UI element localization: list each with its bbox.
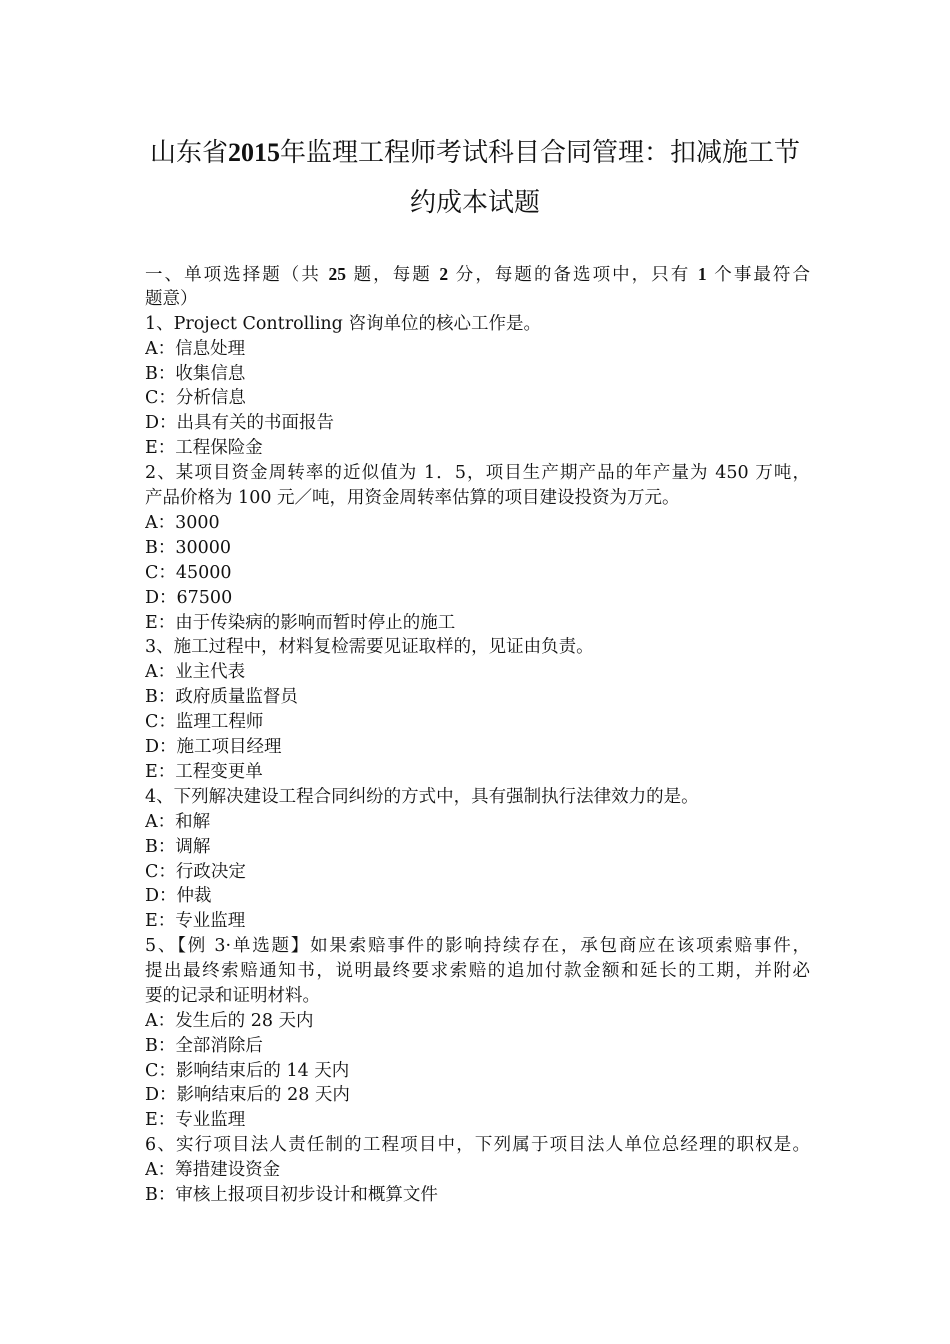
option-line: E：由于传染病的影响而暂时停止的施工 <box>145 613 456 633</box>
option-line: C：行政决定 <box>145 862 246 882</box>
option-line: B：政府质量监督员 <box>145 687 298 707</box>
title-year: 2015 <box>228 138 280 167</box>
option-line: D：施工项目经理 <box>145 737 282 757</box>
answer-count: 1 <box>697 264 707 284</box>
option-line: E：专业监理 <box>145 911 246 931</box>
option-line: A：筹措建设资金 <box>145 1160 281 1180</box>
question-1: 1、Project Controlling 咨询单位的核心工作是。 <box>145 314 541 334</box>
question-5-continued: 要的记录和证明材料。 <box>145 986 320 1006</box>
question-5: 5、【例 3·单选题】如果索赔事件的影响持续存在，承包商应在该项索赔事件， <box>145 936 810 956</box>
title-line-1 <box>0 138 950 168</box>
option-line: A：发生后的 28 天内 <box>145 1011 314 1031</box>
option-line: D：67500 <box>145 588 233 608</box>
option-line: B：审核上报项目初步设计和概算文件 <box>145 1185 438 1205</box>
option-line: E：工程变更单 <box>145 762 263 782</box>
section-heading <box>145 262 810 287</box>
option-line: D：影响结束后的 28 天内 <box>145 1085 350 1105</box>
option-line: A：信息处理 <box>145 339 246 359</box>
section-heading-part: 个事最符合 <box>714 265 810 285</box>
option-line: E：专业监理 <box>145 1110 246 1130</box>
option-line: A：3000 <box>145 513 220 533</box>
option-line: A：业主代表 <box>145 662 246 682</box>
option-line: C：影响结束后的 14 天内 <box>145 1061 350 1081</box>
option-line: C：分析信息 <box>145 388 246 408</box>
title-suffix: 年监理工程师考试科目合同管理：扣减施工节 <box>280 138 801 168</box>
question-score: 2 <box>439 264 449 284</box>
title-line-2: 约成本试题 <box>409 188 540 218</box>
section-heading-part: 题，每题 <box>353 265 432 285</box>
question-2-continued: 产品价格为 100 元／吨，用资金周转率估算的项目建设投资为万元。 <box>145 488 680 508</box>
option-line: A：和解 <box>145 812 211 832</box>
section-heading-continued: 题意） <box>145 289 198 309</box>
title-prefix: 山东省 <box>149 138 228 168</box>
question-5-continued: 提出最终索赔通知书，说明最终要求索赔的追加付款金额和延长的工期，并附必 <box>145 961 810 981</box>
option-line: B：全部消除后 <box>145 1036 263 1056</box>
option-line: E：工程保险金 <box>145 438 263 458</box>
question-6: 6、实行项目法人责任制的工程项目中，下列属于项目法人单位总经理的职权是。 <box>145 1135 810 1155</box>
option-line: B：收集信息 <box>145 364 246 384</box>
option-line: D：出具有关的书面报告 <box>145 413 335 433</box>
option-line: D：仲裁 <box>145 886 212 906</box>
question-3: 3、施工过程中，材料复检需要见证取样的，见证由负责。 <box>145 637 594 657</box>
option-line: C：监理工程师 <box>145 712 264 732</box>
section-heading-part: 一、单项选择题（共 <box>145 265 321 285</box>
question-2: 2、某项目资金周转率的近似值为 1．5，项目生产期产品的年产量为 450 万吨， <box>145 463 810 483</box>
section-heading-part: 分，每题的备选项中，只有 <box>455 265 691 285</box>
option-line: C：45000 <box>145 563 232 583</box>
option-line: B：30000 <box>145 538 232 558</box>
question-count: 25 <box>328 264 347 284</box>
option-line: B：调解 <box>145 837 211 857</box>
question-4: 4、下列解决建设工程合同纠纷的方式中，具有强制执行法律效力的是。 <box>145 787 699 807</box>
